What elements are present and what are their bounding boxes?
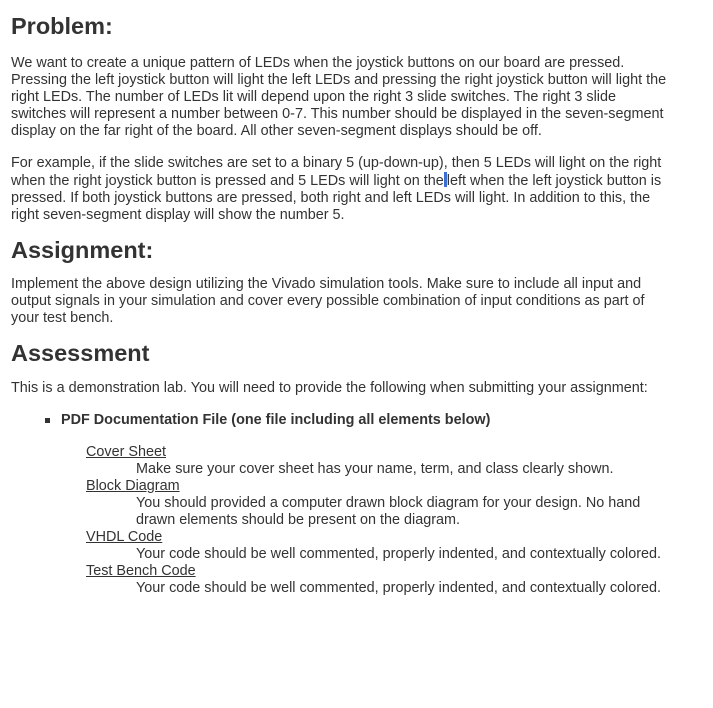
problem-paragraph-2-part-2: left when the left joystick button is pressed. If both joystick buttons are pressed, both right and left LEDs will light. In addition to this, the right seven-segment display will show the number 5.: [11, 173, 662, 223]
element-term-cover-sheet: Cover Sheet: [86, 444, 166, 460]
assignment-paragraph: Implement the above design utilizing the Vivado simulation tools. Make sure to include all input and output signals in your simulation and cover every possible combination of input conditions as part of your test bench.: [11, 276, 645, 326]
documentation-elements: [86, 444, 671, 597]
element-desc-cover-sheet: Make sure your cover sheet has your name, term, and class clearly shown.: [136, 461, 614, 477]
problem-paragraph-2-part-1: For example, if the slide switches are set to a binary 5 (up-down-up), then 5 LEDs will light on the right when the right joystick button is pressed and 5 LEDs will light on the: [11, 155, 662, 189]
element-term-test-bench-code: Test Bench Code: [86, 563, 196, 579]
documentation-list: [11, 412, 671, 429]
assignment-heading: Assignment:: [11, 237, 154, 263]
element-desc-test-bench-code: Your code should be well commented, properly indented, and contextually colored.: [136, 580, 662, 596]
problem-heading: Problem:: [11, 13, 113, 39]
element-term-block-diagram: Block Diagram: [86, 478, 180, 494]
problem-paragraph-1: We want to create a unique pattern of LEDs when the joystick buttons on our board are pressed. Pressing the left joystick button will light the left LEDs and pressing the right joystick button will light the right LEDs. The number of LEDs lit will depend upon the right 3 slide switches. The right 3 slide switches will represent a number between 0-7. This number should be displayed in the seven-segment display on the far right of the board. All other seven-segment displays should be off.: [11, 55, 667, 139]
element-desc-vhdl-code: Your code should be well commented, properly indented, and contextually colored.: [136, 546, 662, 562]
assessment-heading: Assessment: [11, 340, 150, 366]
list-item: [61, 412, 671, 429]
element-term-vhdl-code: VHDL Code: [86, 529, 163, 545]
assessment-paragraph: This is a demonstration lab. You will need to provide the following when submitting your assignment:: [11, 380, 648, 396]
problem-paragraph-2: [11, 155, 671, 224]
square-bullet-icon: [45, 418, 50, 423]
pdf-documentation-label: PDF Documentation File (one file including all elements below): [61, 412, 491, 428]
document-body: [11, 12, 671, 597]
element-desc-block-diagram: You should provided a computer drawn block diagram for your design. No hand drawn elements should be present on the diagram.: [136, 495, 641, 528]
